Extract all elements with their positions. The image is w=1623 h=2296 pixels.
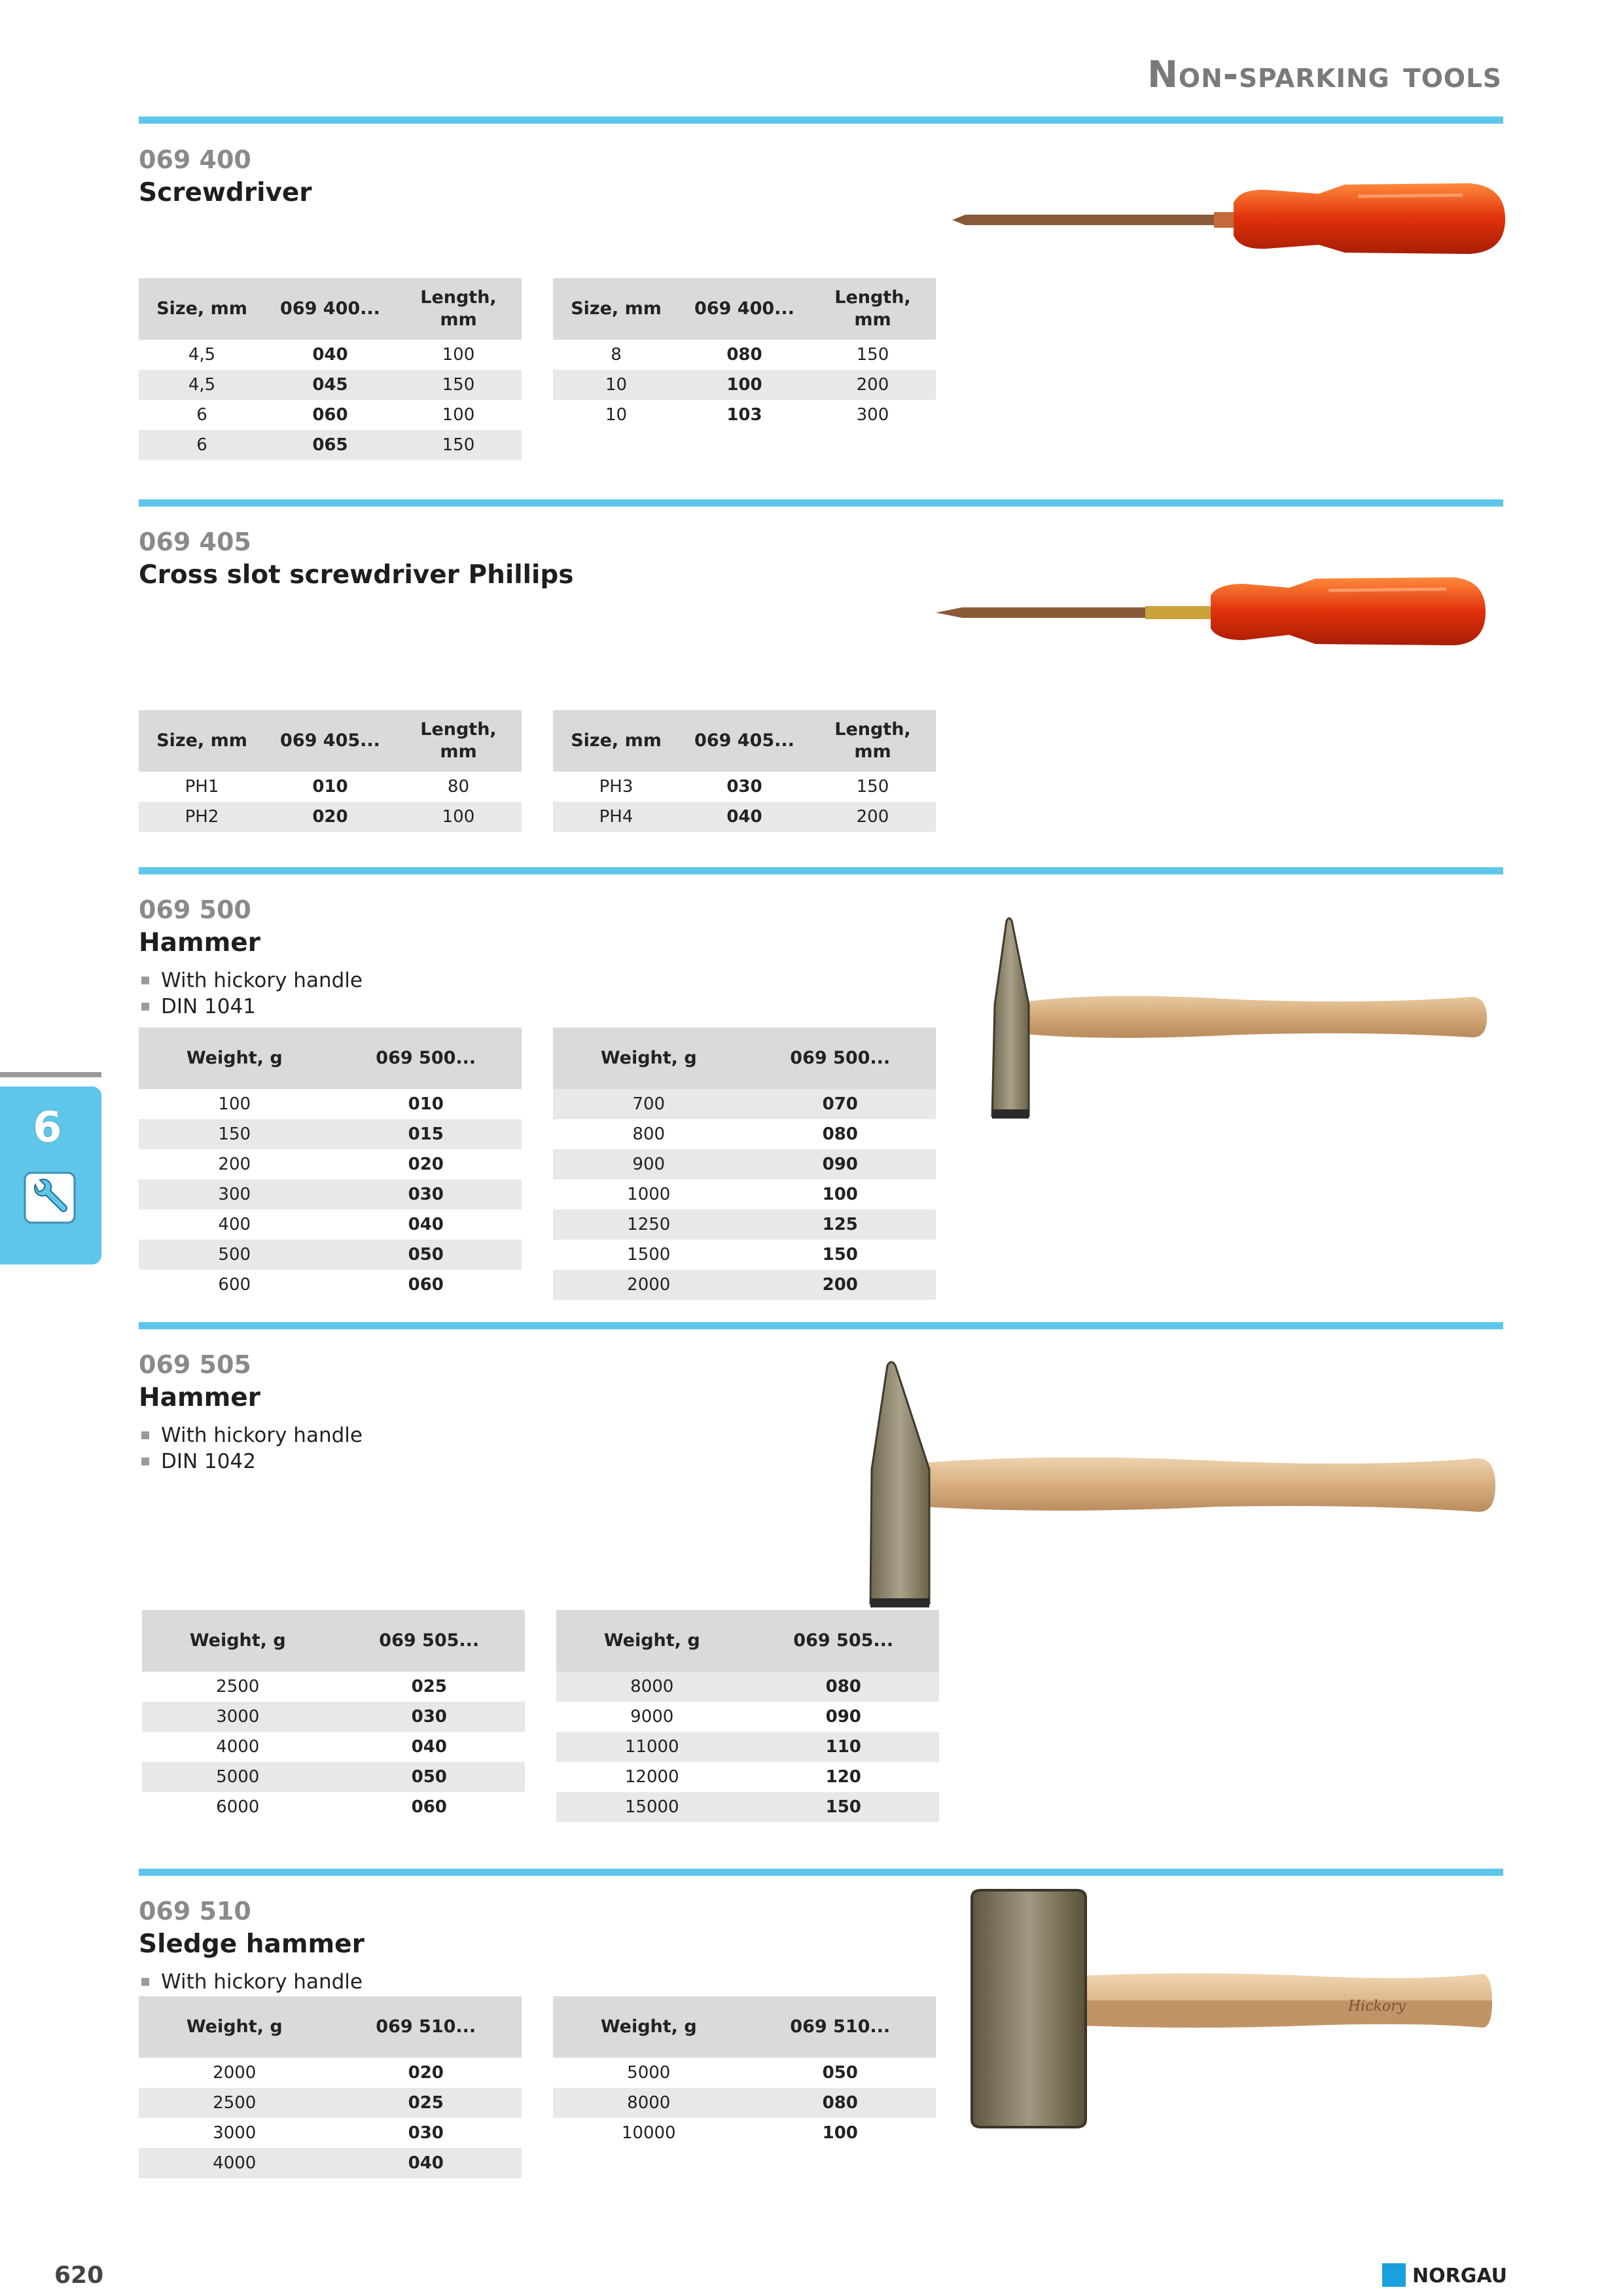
column-header: 069 405... bbox=[679, 710, 810, 772]
table-row: 15000 150 bbox=[556, 1792, 939, 1822]
column-header: Length, mm bbox=[810, 278, 936, 340]
product-table bbox=[142, 1610, 525, 1822]
column-header: Size, mm bbox=[139, 278, 265, 340]
table-row: 8000 080 bbox=[556, 1672, 939, 1702]
sledge-hammer-image bbox=[965, 1885, 1495, 2136]
hammer-image bbox=[857, 1355, 1499, 1619]
table-row: 10000 100 bbox=[621, 2123, 858, 2143]
product-table bbox=[553, 1028, 936, 1300]
feature-item: With hickory handle bbox=[139, 967, 363, 994]
table-row: 6000 060 bbox=[216, 1797, 447, 1817]
table-row: 200 020 bbox=[218, 1155, 444, 1174]
brand-logo-mark bbox=[1382, 2263, 1406, 2287]
brand-logo-text: NORGAU bbox=[1412, 2265, 1507, 2287]
table-row: 3000 030 bbox=[213, 2123, 444, 2143]
table-row: 5000 050 bbox=[627, 2063, 858, 2083]
table-row: 12000 120 bbox=[624, 1767, 861, 1787]
page-header-title: Non-sparking tools bbox=[1147, 54, 1502, 96]
column-header: 069 400... bbox=[679, 278, 810, 340]
column-header: Weight, g bbox=[139, 1028, 330, 1089]
hammer-image bbox=[975, 913, 1492, 1132]
column-header: Length, mm bbox=[395, 278, 522, 340]
product-table bbox=[553, 278, 936, 430]
feature-list bbox=[139, 967, 363, 1020]
table-row: PH1 010 80 bbox=[185, 777, 470, 797]
column-header: Weight, g bbox=[142, 1610, 334, 1672]
chapter-number: 6 bbox=[33, 1103, 62, 1152]
table-row: 6 060 100 bbox=[196, 405, 475, 425]
column-header: Length, mm bbox=[395, 710, 522, 772]
table-row: 1500 150 bbox=[627, 1245, 858, 1265]
table-row: 9000 090 bbox=[630, 1707, 861, 1727]
feature-list bbox=[139, 1969, 363, 1995]
section-title: Screwdriver bbox=[139, 178, 312, 207]
column-header: Weight, g bbox=[139, 1996, 330, 2058]
section-rule bbox=[139, 1869, 1503, 1876]
section-code: 069 405 bbox=[139, 528, 251, 556]
column-header: 069 500... bbox=[330, 1028, 522, 1089]
column-header: Size, mm bbox=[553, 710, 679, 772]
product-table bbox=[556, 1610, 939, 1822]
section-rule bbox=[139, 1322, 1503, 1329]
handle-engraving: Hickory bbox=[1348, 1998, 1406, 2015]
table-row: 11000 110 bbox=[556, 1732, 939, 1762]
section-code: 069 500 bbox=[139, 895, 251, 924]
table-row: 2500 025 bbox=[139, 2088, 522, 2118]
header-rule bbox=[139, 117, 1503, 124]
section-title: Hammer bbox=[139, 1383, 260, 1412]
column-header: Size, mm bbox=[139, 710, 265, 772]
screwdriver-image bbox=[952, 177, 1508, 264]
feature-item: With hickory handle bbox=[139, 1969, 363, 1995]
product-table bbox=[139, 710, 522, 832]
table-row: 150 015 bbox=[139, 1119, 522, 1149]
table-row: 900 090 bbox=[553, 1149, 936, 1179]
table-row: 4000 040 bbox=[216, 1737, 447, 1757]
section-title: Cross slot screwdriver Phillips bbox=[139, 560, 574, 590]
column-header: 069 505... bbox=[748, 1610, 940, 1672]
section-rule bbox=[139, 499, 1503, 507]
table-row: 800 080 bbox=[632, 1124, 858, 1144]
table-row: PH4 040 200 bbox=[553, 802, 936, 832]
column-header: 069 505... bbox=[334, 1610, 526, 1672]
table-row: 500 050 bbox=[139, 1240, 522, 1270]
section-rule bbox=[139, 867, 1503, 874]
column-header: 069 510... bbox=[745, 1996, 936, 2058]
table-row: 300 030 bbox=[139, 1179, 522, 1210]
column-header: 069 405... bbox=[265, 710, 395, 772]
table-row: 2000 020 bbox=[213, 2063, 444, 2083]
column-header: 069 400... bbox=[265, 278, 395, 340]
table-row: 2000 200 bbox=[553, 1270, 936, 1300]
product-table bbox=[553, 1996, 936, 2148]
table-row: 700 070 bbox=[553, 1089, 936, 1119]
section-title: Hammer bbox=[139, 928, 260, 958]
table-row: 1000 100 bbox=[627, 1185, 858, 1204]
section-code: 069 510 bbox=[139, 1897, 251, 1926]
feature-item: DIN 1041 bbox=[139, 994, 363, 1020]
feature-item: With hickory handle bbox=[139, 1422, 363, 1448]
table-row: 8000 080 bbox=[553, 2088, 936, 2118]
column-header: Size, mm bbox=[553, 278, 679, 340]
table-row: 8 080 150 bbox=[611, 345, 889, 365]
product-table bbox=[553, 710, 936, 832]
table-row: 1250 125 bbox=[553, 1210, 936, 1240]
phillips-screwdriver-image bbox=[936, 569, 1492, 657]
table-row: 2500 025 bbox=[216, 1677, 447, 1696]
page-number: 620 bbox=[54, 2262, 104, 2289]
table-row: PH2 020 100 bbox=[139, 802, 522, 832]
table-row: 600 060 bbox=[218, 1275, 444, 1295]
product-table bbox=[139, 1028, 522, 1300]
product-table bbox=[139, 278, 522, 460]
table-row: 3000 030 bbox=[142, 1702, 525, 1732]
column-header: Weight, g bbox=[556, 1610, 748, 1672]
table-row: 100 010 bbox=[218, 1094, 444, 1114]
side-tab-divider bbox=[0, 1072, 101, 1077]
table-row: 4000 040 bbox=[139, 2148, 522, 2178]
column-header: Length, mm bbox=[810, 710, 936, 772]
product-table bbox=[139, 1996, 522, 2178]
table-row: 10 103 300 bbox=[605, 405, 889, 425]
wrench-tool-icon bbox=[24, 1172, 76, 1227]
table-row: 10 100 200 bbox=[553, 370, 936, 400]
column-header: 069 510... bbox=[330, 1996, 522, 2058]
column-header: Weight, g bbox=[553, 1996, 745, 2058]
table-row: 400 040 bbox=[218, 1215, 444, 1234]
column-header: 069 500... bbox=[745, 1028, 936, 1089]
section-title: Sledge hammer bbox=[139, 1929, 365, 1959]
feature-list bbox=[139, 1422, 363, 1475]
feature-item: DIN 1042 bbox=[139, 1448, 363, 1475]
table-row: 6 065 150 bbox=[139, 430, 522, 460]
column-header: Weight, g bbox=[553, 1028, 745, 1089]
section-code: 069 400 bbox=[139, 145, 251, 174]
table-row: 5000 050 bbox=[142, 1762, 525, 1792]
table-row: 4,5 040 100 bbox=[188, 345, 475, 365]
table-row: 4,5 045 150 bbox=[139, 370, 522, 400]
table-row: PH3 030 150 bbox=[599, 777, 889, 797]
section-code: 069 505 bbox=[139, 1350, 251, 1379]
